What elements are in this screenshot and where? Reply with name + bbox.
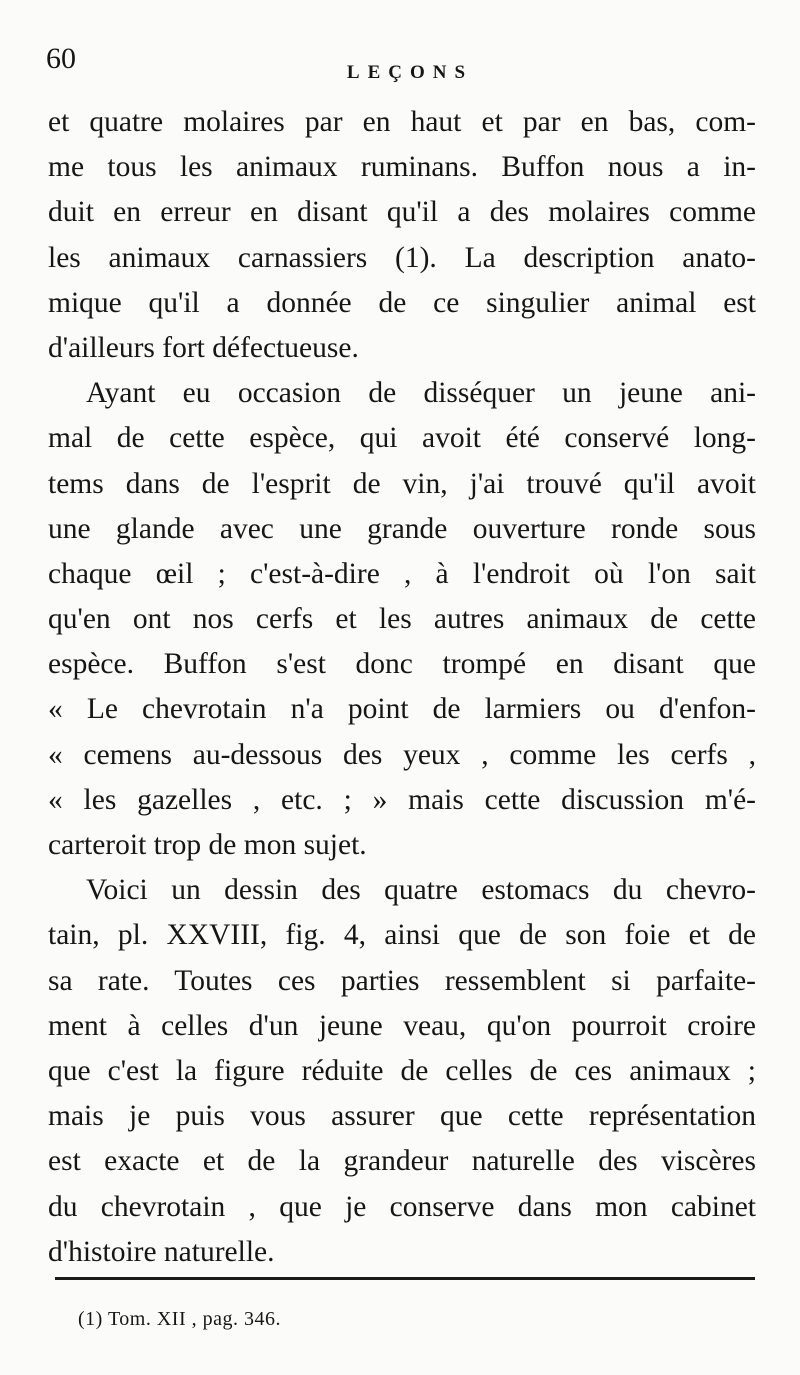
page-number: 60 [46, 42, 76, 75]
text-line: qu'en ont nos cerfs et les autres animaux de cette [48, 603, 756, 636]
text-line: chaque œil ; c'est-à-dire , à l'endroit où l'on sait [48, 557, 756, 590]
text-line: Ayant eu occasion de disséquer un jeune ani- [86, 377, 756, 410]
text-line: les animaux carnassiers (1). La description anato- [48, 241, 756, 274]
text-line: que c'est la figure réduite de celles de ces animaux ; [48, 1054, 756, 1087]
text-line: tems dans de l'esprit de vin, j'ai trouvé qu'il avoit [48, 467, 756, 500]
text-line: sa rate. Toutes ces parties ressemblent si parfaite- [48, 964, 756, 997]
paragraph [48, 868, 756, 1275]
text-line: « les gazelles , etc. ; » mais cette discussion m'é- [48, 783, 756, 816]
text-line: et quatre molaires par en haut et par en bas, com- [48, 106, 756, 138]
text-line: d'ailleurs fort défectueuse. [48, 331, 359, 364]
footnote: (1) Tom. XII , pag. 346. [78, 1308, 281, 1330]
footnote-rule [55, 1277, 755, 1280]
text-line: est exacte et de la grandeur naturelle des viscères [48, 1145, 756, 1178]
text-line: Voici un dessin des quatre estomacs du chevro- [86, 874, 756, 907]
text-line: espèce. Buffon s'est donc trompé en disant que [48, 648, 756, 681]
text-line: mal de cette espèce, qui avoit été conservé long- [48, 422, 756, 455]
text-line: duit en erreur en disant qu'il a des molaires comme [48, 196, 756, 229]
text-line: d'histoire naturelle. [48, 1235, 275, 1268]
body-text [48, 100, 756, 1275]
text-line: mique qu'il a donnée de ce singulier animal est [48, 286, 756, 319]
text-line: carteroit trop de mon sujet. [48, 829, 367, 861]
text-line: ment à celles d'un jeune veau, qu'on pourroit croire [48, 1009, 756, 1042]
text-line: mais je puis vous assurer que cette représentation [48, 1100, 756, 1133]
text-line: « Le chevrotain n'a point de larmiers ou d'enfon- [48, 693, 756, 726]
text-line: « cemens au-dessous des yeux , comme les cerfs , [48, 738, 756, 771]
text-line: tain, pl. XXVIII, fig. 4, ainsi que de son foie et de [48, 919, 756, 952]
text-line: me tous les animaux ruminans. Buffon nous a in- [48, 151, 756, 184]
running-head: LEÇONS [346, 62, 474, 83]
text-line: du chevrotain , que je conserve dans mon cabinet [48, 1190, 756, 1223]
paragraph [48, 371, 756, 868]
text-line: une glande avec une grande ouverture ronde sous [48, 512, 756, 545]
paragraph [48, 100, 756, 371]
